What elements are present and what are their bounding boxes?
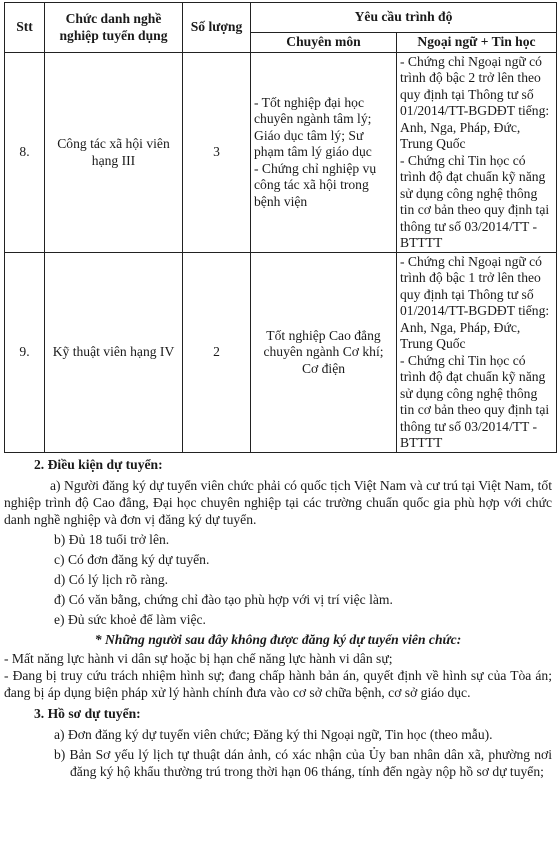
header-language-it: Ngoại ngữ + Tin học	[397, 33, 557, 53]
condition-dd: đ) Có văn bằng, chứng chỉ đào tạo phù hợp với vị trí việc làm.	[54, 592, 393, 607]
row-job-title: Công tác xã hội viên hạng III	[45, 53, 183, 253]
section-2-heading: 2. Điều kiện dự tuyển:	[34, 457, 163, 472]
header-requirements: Yêu cầu trình độ	[251, 3, 557, 33]
row-major: Tốt nghiệp Cao đẳng chuyên ngành Cơ khí; Cơ điện	[251, 253, 397, 453]
document-body	[4, 456, 552, 780]
row-stt: 8.	[5, 53, 45, 253]
row-quantity: 3	[183, 53, 251, 253]
condition-c: c) Có đơn đăng ký dự tuyển.	[54, 552, 210, 567]
header-stt: Stt	[5, 3, 45, 53]
excluded-item-2: - Đang bị truy cứu trách nhiệm hình sự; đang chấp hành bản án, quyết định về hình sự của Tòa án; đang bị áp dụng biện pháp xử lý hành chính đưa vào cơ sở chữa bệnh, cơ sở giáo dục.	[4, 668, 552, 700]
row-major: - Tốt nghiệp đại học chuyên ngành tâm lý; Giáo dục tâm lý; Sư phạm tâm lý giáo dục - Chứng chỉ nghiệp vụ công tác xã hội trong bệnh viện	[251, 53, 397, 253]
row-job-title: Kỹ thuật viên hạng IV	[45, 253, 183, 453]
row-language-it: - Chứng chỉ Ngoại ngữ có trình độ bậc 1 trở lên theo quy định tại Thông tư số 01/2014/TT-BGDĐT tiếng: Anh, Nga, Pháp, Đức, Trung Quốc - Chứng chỉ Tin học có trình độ đạt chuẩn kỹ năng sử dụng công nghệ thông tin cơ bản theo quy định tại thông tư số 03/2014/TT - BTTTT	[397, 253, 557, 453]
excluded-item-1: - Mất năng lực hành vi dân sự hoặc bị hạn chế năng lực hành vi dân sự;	[4, 651, 393, 666]
header-job-title: Chức danh nghề nghiệp tuyển dụng	[45, 3, 183, 53]
condition-e: e) Đủ sức khoẻ để làm việc.	[54, 612, 206, 627]
table-row	[5, 53, 557, 253]
excluded-heading: * Những người sau đây không được đăng ký dự tuyển viên chức:	[94, 632, 462, 647]
row-stt: 9.	[5, 253, 45, 453]
row-language-it: - Chứng chỉ Ngoại ngữ có trình độ bậc 2 trở lên theo quy định tại Thông tư số 01/2014/TT-BGDĐT tiếng: Anh, Nga, Pháp, Đức, Trung Quốc - Chứng chỉ Tin học có trình độ đạt chuẩn kỹ năng sử dụng công nghệ thông tin cơ bản theo quy định tại thông tư số 03/2014/TT - BTTTT	[397, 53, 557, 253]
dossier-item-a: a) Đơn đăng ký dự tuyển viên chức; Đăng ký thi Ngoại ngữ, Tin học (theo mẫu).	[54, 727, 493, 742]
condition-a: a) Người đăng ký dự tuyển viên chức phải có quốc tịch Việt Nam và cư trú tại Việt Nam, tốt nghiệp trình độ Cao đẳng, Đại học chuyên nghiệp tại các trường chuẩn quốc gia phù hợp với chức danh nghề nghiệp và đơn vị đăng ký dự tuyển.	[4, 478, 552, 527]
condition-d: d) Có lý lịch rõ ràng.	[54, 572, 169, 587]
row-quantity: 2	[183, 253, 251, 453]
header-quantity: Số lượng	[183, 3, 251, 53]
dossier-item-b: b) Bản Sơ yếu lý lịch tự thuật dán ảnh, có xác nhận của Ủy ban nhân dân xã, phường nơi đăng ký hộ khẩu thường trú trong thời hạn 06 tháng, tính đến ngày nộp hồ sơ dự tuyển;	[54, 747, 552, 779]
recruitment-requirements-table	[4, 2, 557, 453]
section-3-heading: 3. Hồ sơ dự tuyển:	[34, 706, 141, 721]
condition-b: b) Đủ 18 tuổi trở lên.	[54, 532, 170, 547]
table-row	[5, 253, 557, 453]
header-major: Chuyên môn	[251, 33, 397, 53]
